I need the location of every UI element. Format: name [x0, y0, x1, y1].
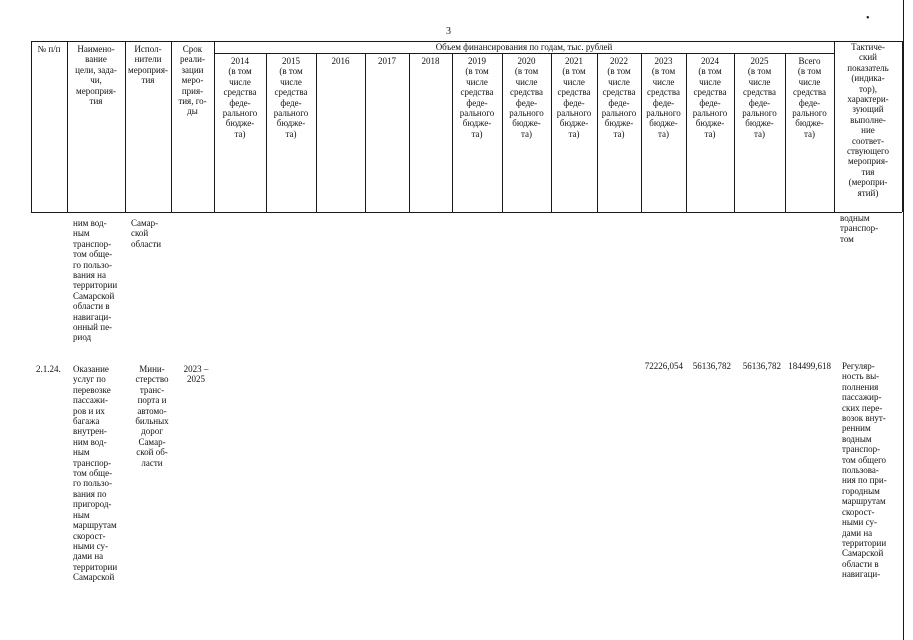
header-year-2018: 2018 — [421, 56, 440, 66]
value-total: 184499,618 — [788, 361, 831, 371]
row-indicator: Регуляр- ность вы- полнения пассажир- ских пере- возок внут- ренним водным транспор- том общего пользова- ния по при- городным маршрутам скорост- ными су- дами на территории Самарской области в навигаци- — [842, 361, 887, 580]
grid-line — [31, 41, 32, 212]
header-num: № п/п — [37, 44, 61, 54]
header-year-2022: 2022 (в том числе средства феде- рального бюдже- та) — [601, 56, 637, 139]
header-year-2020: 2020 (в том числе средства феде- рального бюдже- та) — [509, 56, 544, 139]
header-name: Наимено- вание цели, зада- чи, мероприя- тия — [75, 44, 117, 107]
grid-line — [409, 53, 410, 212]
header-year-2014: 2014 (в том числе средства феде- рального бюдже- та) — [222, 56, 258, 139]
page-number: 3 — [446, 26, 451, 37]
header-year-2025: 2025 (в том числе средства феде- рального бюдже- та) — [742, 56, 777, 139]
row-term: 2023 – 2025 — [183, 364, 209, 385]
continued-row-indicator: водным транспор- том — [840, 213, 879, 244]
header-year-2016: 2016 — [331, 56, 350, 66]
value-2023: 72226,054 — [644, 361, 683, 371]
grid-line — [316, 53, 317, 212]
header-total: Всего (в том числе средства феде- рального бюдже- та) — [792, 56, 827, 139]
row-name: Оказание услуг по перевозке пассажи- ров и их багажа внутрен- ним вод- ным транспор- том обще- го пользо- вания по пригород- ным маршрутам скорост- ными су- дами на территории Самарской — [73, 364, 118, 583]
continued-row-executor: Самар- ской области — [131, 218, 162, 249]
header-year-2015: 2015 (в том числе средства феде- рального бюдже- та) — [273, 56, 309, 139]
header-year-2024: 2024 (в том числе средства феде- рального бюдже- та) — [692, 56, 728, 139]
value-2024: 56136,782 — [692, 361, 731, 371]
header-year-2021: 2021 (в том числе средства феде- рального бюдже- та) — [556, 56, 592, 139]
page-edge-line — [903, 0, 904, 640]
header-term: Срок реали- зации меро- прия- тия, го- ды — [178, 44, 207, 117]
row-number: 2.1.24. — [36, 364, 61, 374]
grid-line — [214, 53, 834, 54]
header-indicator: Тактиче- ский показатель (индика- тор), характери- зующий выполне- ние соответ- ствующего мероприя- тия (меропри- ятий) — [847, 42, 889, 198]
header-year-2017: 2017 — [378, 56, 396, 66]
row-executor: Мини- стерство транс- порта и автомо- бильных дорог Самар- ской об- ласти — [135, 364, 169, 468]
header-funding-title: Объем финансирования по годам, тыс. рублей — [435, 42, 613, 52]
grid-line — [31, 212, 902, 213]
continued-row-name: ним вод- ным транспор- том обще- го пользо- вания на территории Самарской области в навигаци- онный пе- риод — [73, 218, 118, 343]
header-executor: Испол- нители мероприя- тия — [128, 44, 168, 86]
corner-mark: • — [866, 13, 870, 24]
header-year-2019: 2019 (в том числе средства феде- рального бюдже- та) — [459, 56, 495, 139]
header-year-2023: 2023 (в том числе средства феде- рального бюдже- та) — [646, 56, 681, 139]
grid-line — [365, 53, 366, 212]
value-2025: 56136,782 — [742, 361, 781, 371]
